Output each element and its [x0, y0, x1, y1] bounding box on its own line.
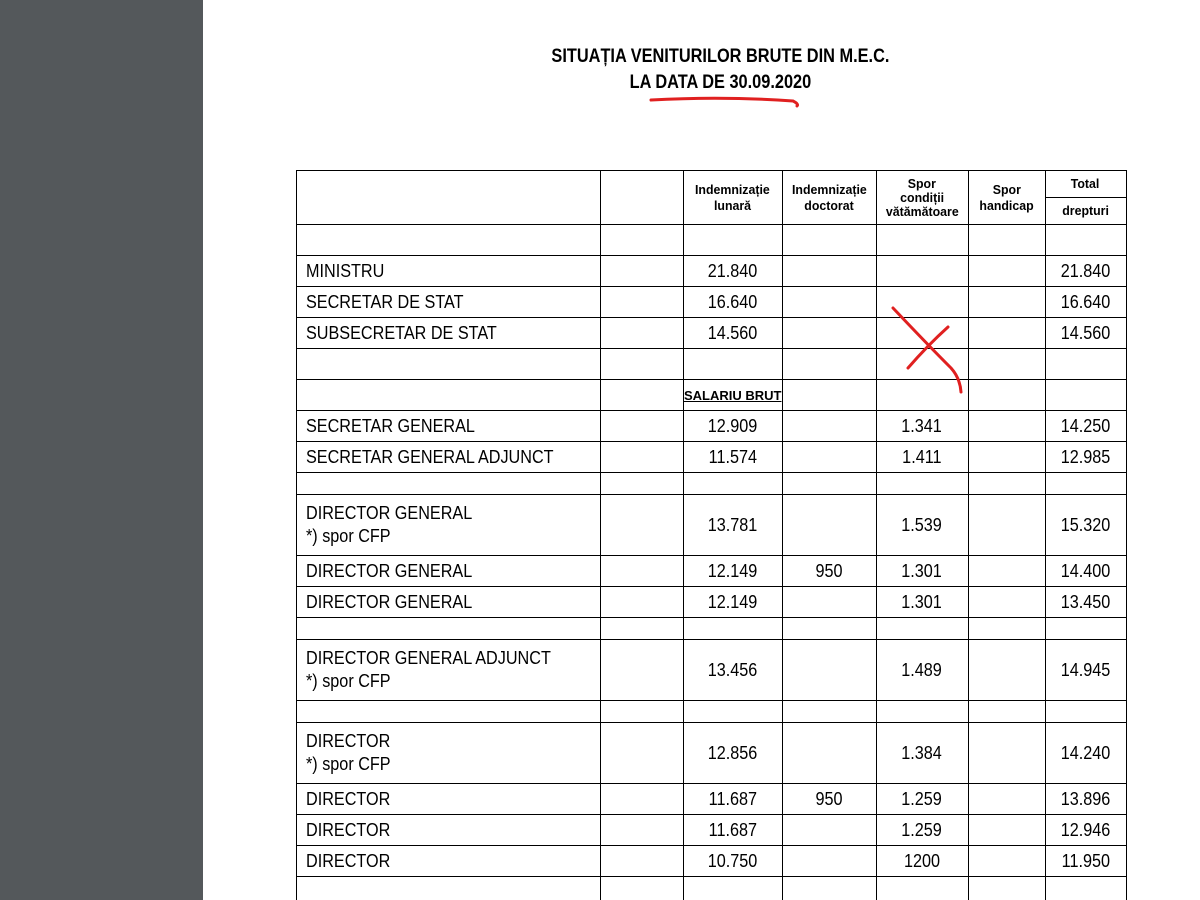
table-row: MINISTRU 21.840 21.840 — [297, 256, 1127, 287]
section-label-salariu-brut: SALARIU BRUT — [684, 380, 783, 411]
table-row: DIRECTOR GENERAL 12.149 950 1.301 14.400 — [297, 556, 1127, 587]
section-row — [297, 380, 1127, 411]
table-row: DIRECTOR 11.687 950 1.259 13.896 — [297, 784, 1127, 815]
document-title — [275, 44, 1165, 96]
spacer-row — [297, 349, 1127, 380]
title-line-2: LA DATA DE 30.09.2020 — [629, 72, 812, 93]
table-row: DIRECTOR GENERAL *) spor CFP 13.781 1.539 15.320 — [297, 495, 1127, 556]
spacer-row — [297, 701, 1127, 723]
spacer-row — [297, 473, 1127, 495]
header-spor-conditii: Spor condiții vătămătoare — [876, 171, 968, 225]
header-indemnizatie-doctorat: Indemnizație doctorat — [782, 171, 876, 225]
table-header-row — [297, 171, 1127, 198]
table-row: DIRECTOR GENERAL ADJUNCT *) spor CFP 13.456 1.489 14.945 — [297, 640, 1127, 701]
table-row: SUBSECRETAR DE STAT 14.560 14.560 — [297, 318, 1127, 349]
table-row: DIRECTOR 11.687 1.259 12.946 — [297, 815, 1127, 846]
document-page — [203, 0, 1200, 900]
spacer-row — [297, 618, 1127, 640]
table-row: SECRETAR GENERAL 12.909 1.341 14.250 — [297, 411, 1127, 442]
table-row: SECRETAR DE STAT 16.640 16.640 — [297, 287, 1127, 318]
table-row: DIRECTOR GENERAL 12.149 1.301 13.450 — [297, 587, 1127, 618]
revenue-table — [296, 170, 1127, 900]
header-total: Total — [1045, 171, 1126, 198]
viewer-side-panel — [0, 0, 203, 900]
table-row: SECRETAR GENERAL ADJUNCT 11.574 1.411 12.985 — [297, 442, 1127, 473]
header-indemnizatie-lunara: Indemnizație lunară — [684, 171, 783, 225]
spacer-row — [297, 877, 1127, 900]
table-row: DIRECTOR 10.750 1200 11.950 — [297, 846, 1127, 877]
title-line-1: SITUAȚIA VENITURILOR BRUTE DIN M.E.C. — [551, 46, 890, 67]
header-drepturi: drepturi — [1045, 198, 1126, 225]
header-spor-handicap: Spor handicap — [968, 171, 1045, 225]
spacer-row — [297, 225, 1127, 256]
table-row: DIRECTOR *) spor CFP 12.856 1.384 14.240 — [297, 723, 1127, 784]
